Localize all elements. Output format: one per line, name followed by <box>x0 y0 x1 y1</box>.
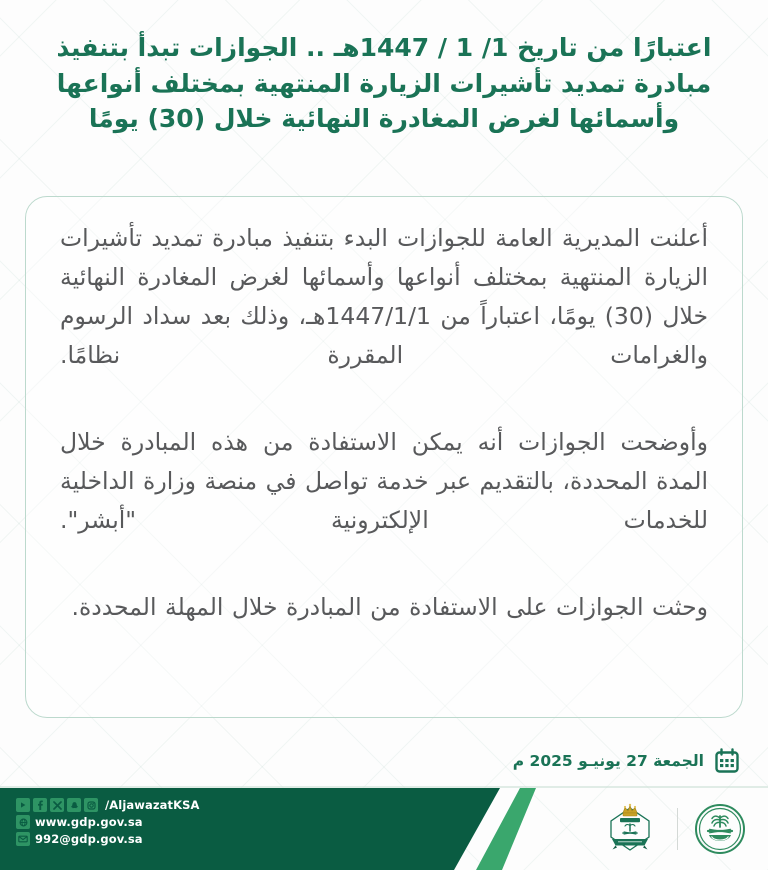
calendar-icon <box>714 748 740 774</box>
announcement-body-card <box>25 196 743 718</box>
headline-line-3: وأسمائها لغرض المغادرة النهائية خلال (30) يومًا <box>88 104 680 133</box>
email-row[interactable] <box>16 832 199 846</box>
youtube-icon[interactable] <box>16 798 30 812</box>
instagram-icon[interactable] <box>84 798 98 812</box>
general-directorate-of-passports-emblem <box>599 802 661 856</box>
footer-emblems <box>599 802 746 856</box>
date-text: الجمعة 27 يونيـو 2025 م <box>512 752 704 770</box>
footer-divider <box>0 786 768 788</box>
website-row[interactable] <box>16 815 199 829</box>
headline-line-1: اعتبارًا من تاريخ 1/ 1 / 1447هـ .. الجوازات تبدأ بتنفيذ <box>56 33 712 62</box>
social-links-row <box>16 798 199 812</box>
envelope-icon <box>16 832 30 846</box>
footer-bar <box>0 788 768 870</box>
snapchat-icon[interactable] <box>67 798 81 812</box>
footer-contact-block <box>16 798 199 846</box>
emblem-divider <box>677 808 678 850</box>
page-title <box>0 0 768 137</box>
social-handle[interactable]: /AljawazatKSA <box>105 798 200 812</box>
body-paragraph-2: وأوضحت الجوازات أنه يمكن الاستفادة من هذه المبادرة خلال المدة المحددة، بالتقديم عبر خدمة تواصل في منصة وزارة الداخلية للخدمات الإلكترونية "أبشر". <box>60 428 708 534</box>
email-text[interactable]: 992@gdp.gov.sa <box>35 832 143 846</box>
x-twitter-icon[interactable] <box>50 798 64 812</box>
facebook-icon[interactable] <box>33 798 47 812</box>
body-paragraph-3: وحثت الجوازات على الاستفادة من المبادرة خلال المهلة المحددة. <box>71 593 708 621</box>
ministry-of-interior-emblem <box>694 803 746 855</box>
publication-date <box>0 748 740 774</box>
headline-line-2: مبادرة تمديد تأشيرات الزيارة المنتهية بمختلف أنواعها <box>56 68 712 98</box>
globe-icon <box>16 815 30 829</box>
website-text[interactable]: www.gdp.gov.sa <box>35 815 143 829</box>
body-paragraph-1: أعلنت المديرية العامة للجوازات البدء بتنفيذ مبادرة تمديد تأشيرات الزيارة المنتهية بمختلف أنواعها وأسمائها لغرض المغادرة النهائية خلال (30) يومًا، اعتباراً من 1447/1/1هـ، وذلك بعد سداد الرسوم والغرامات المقررة نظامًا. <box>60 224 708 369</box>
